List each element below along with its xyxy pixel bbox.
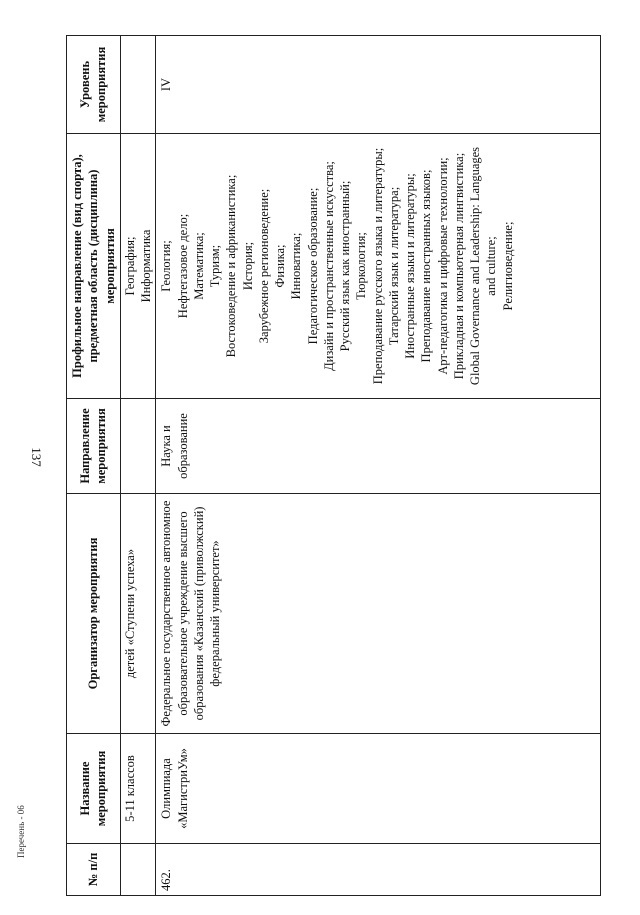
profile-item: Зарубежное регионоведение; bbox=[256, 188, 271, 344]
table-row-continuation bbox=[120, 36, 156, 896]
table-landscape bbox=[66, 36, 636, 896]
cell-level: IV bbox=[156, 36, 601, 134]
profile-item: Дизайн и пространственные искусства; bbox=[321, 161, 336, 371]
profile-item: Арт-педагогика и цифровые технологии; bbox=[435, 157, 450, 375]
cell-profile-continuation bbox=[120, 134, 156, 399]
profile-item: Татарский язык и литература; bbox=[386, 186, 401, 346]
profile-item: Инноватика; bbox=[289, 232, 304, 300]
profile-item: Математика; bbox=[191, 232, 206, 300]
cell-name: Олимпиада «МагистриУм» bbox=[156, 734, 601, 844]
cell-organizer: Федеральное государственное автономное образовательное учреждение высшего образования «Казанский (приволжский) федеральный университет» bbox=[156, 494, 601, 734]
table-rotor bbox=[66, 36, 636, 896]
header-direction: Направление мероприятия bbox=[67, 399, 121, 494]
header-name: Название мероприятия bbox=[67, 734, 121, 844]
events-table bbox=[66, 35, 601, 896]
profile-item: Информатика bbox=[139, 229, 153, 303]
profile-item: Global Governance and Leadership: Languages and culture; bbox=[468, 146, 499, 386]
profile-item: Преподавание иностранных языков; bbox=[419, 169, 434, 363]
table-row bbox=[156, 36, 601, 896]
header-row bbox=[67, 36, 121, 896]
header-organizer: Организатор мероприятия bbox=[67, 494, 121, 734]
profile-item: Тюркология; bbox=[354, 232, 369, 300]
cell-profile bbox=[156, 134, 601, 399]
profile-item: Педагогическое образование; bbox=[305, 187, 320, 345]
profile-item: Прикладная и компьютерная лингвистика; bbox=[451, 152, 466, 380]
cell-direction: Наука и образование bbox=[156, 399, 601, 494]
cell-num-continuation bbox=[120, 844, 156, 896]
profile-item: География; bbox=[122, 236, 137, 296]
profile-item: Физика; bbox=[273, 244, 287, 288]
header-level: Уровень мероприятия bbox=[67, 36, 121, 134]
footer-note: Перечень - 06 bbox=[16, 805, 26, 858]
profile-item: Туризм; bbox=[208, 244, 222, 288]
cell-level-continuation bbox=[120, 36, 156, 134]
cell-name-continuation: 5-11 классов bbox=[120, 734, 156, 844]
profile-item: Геология; bbox=[159, 240, 174, 292]
cell-direction-continuation bbox=[120, 399, 156, 494]
profile-item: Религиоведение; bbox=[500, 221, 515, 311]
profile-item: История; bbox=[240, 241, 255, 291]
profile-item: Иностранные языки и литературы; bbox=[403, 173, 417, 359]
cell-organizer-continuation: детей «Ступени успеха» bbox=[120, 494, 156, 734]
cell-num: 462. bbox=[156, 844, 601, 896]
header-profile: Профильное направление (вид спорта), предметная область (дисциплина) мероприятия bbox=[67, 134, 121, 399]
page-number: 137 bbox=[29, 447, 44, 467]
header-num: № п/п bbox=[67, 844, 121, 896]
profile-item: Нефтегазовое дело; bbox=[175, 213, 190, 319]
profile-item: Востоковедение и африканистика; bbox=[224, 174, 239, 358]
profile-item: Преподавание русского языка и литературы; bbox=[370, 147, 385, 385]
profile-item: Русский язык как иностранный; bbox=[338, 180, 352, 352]
